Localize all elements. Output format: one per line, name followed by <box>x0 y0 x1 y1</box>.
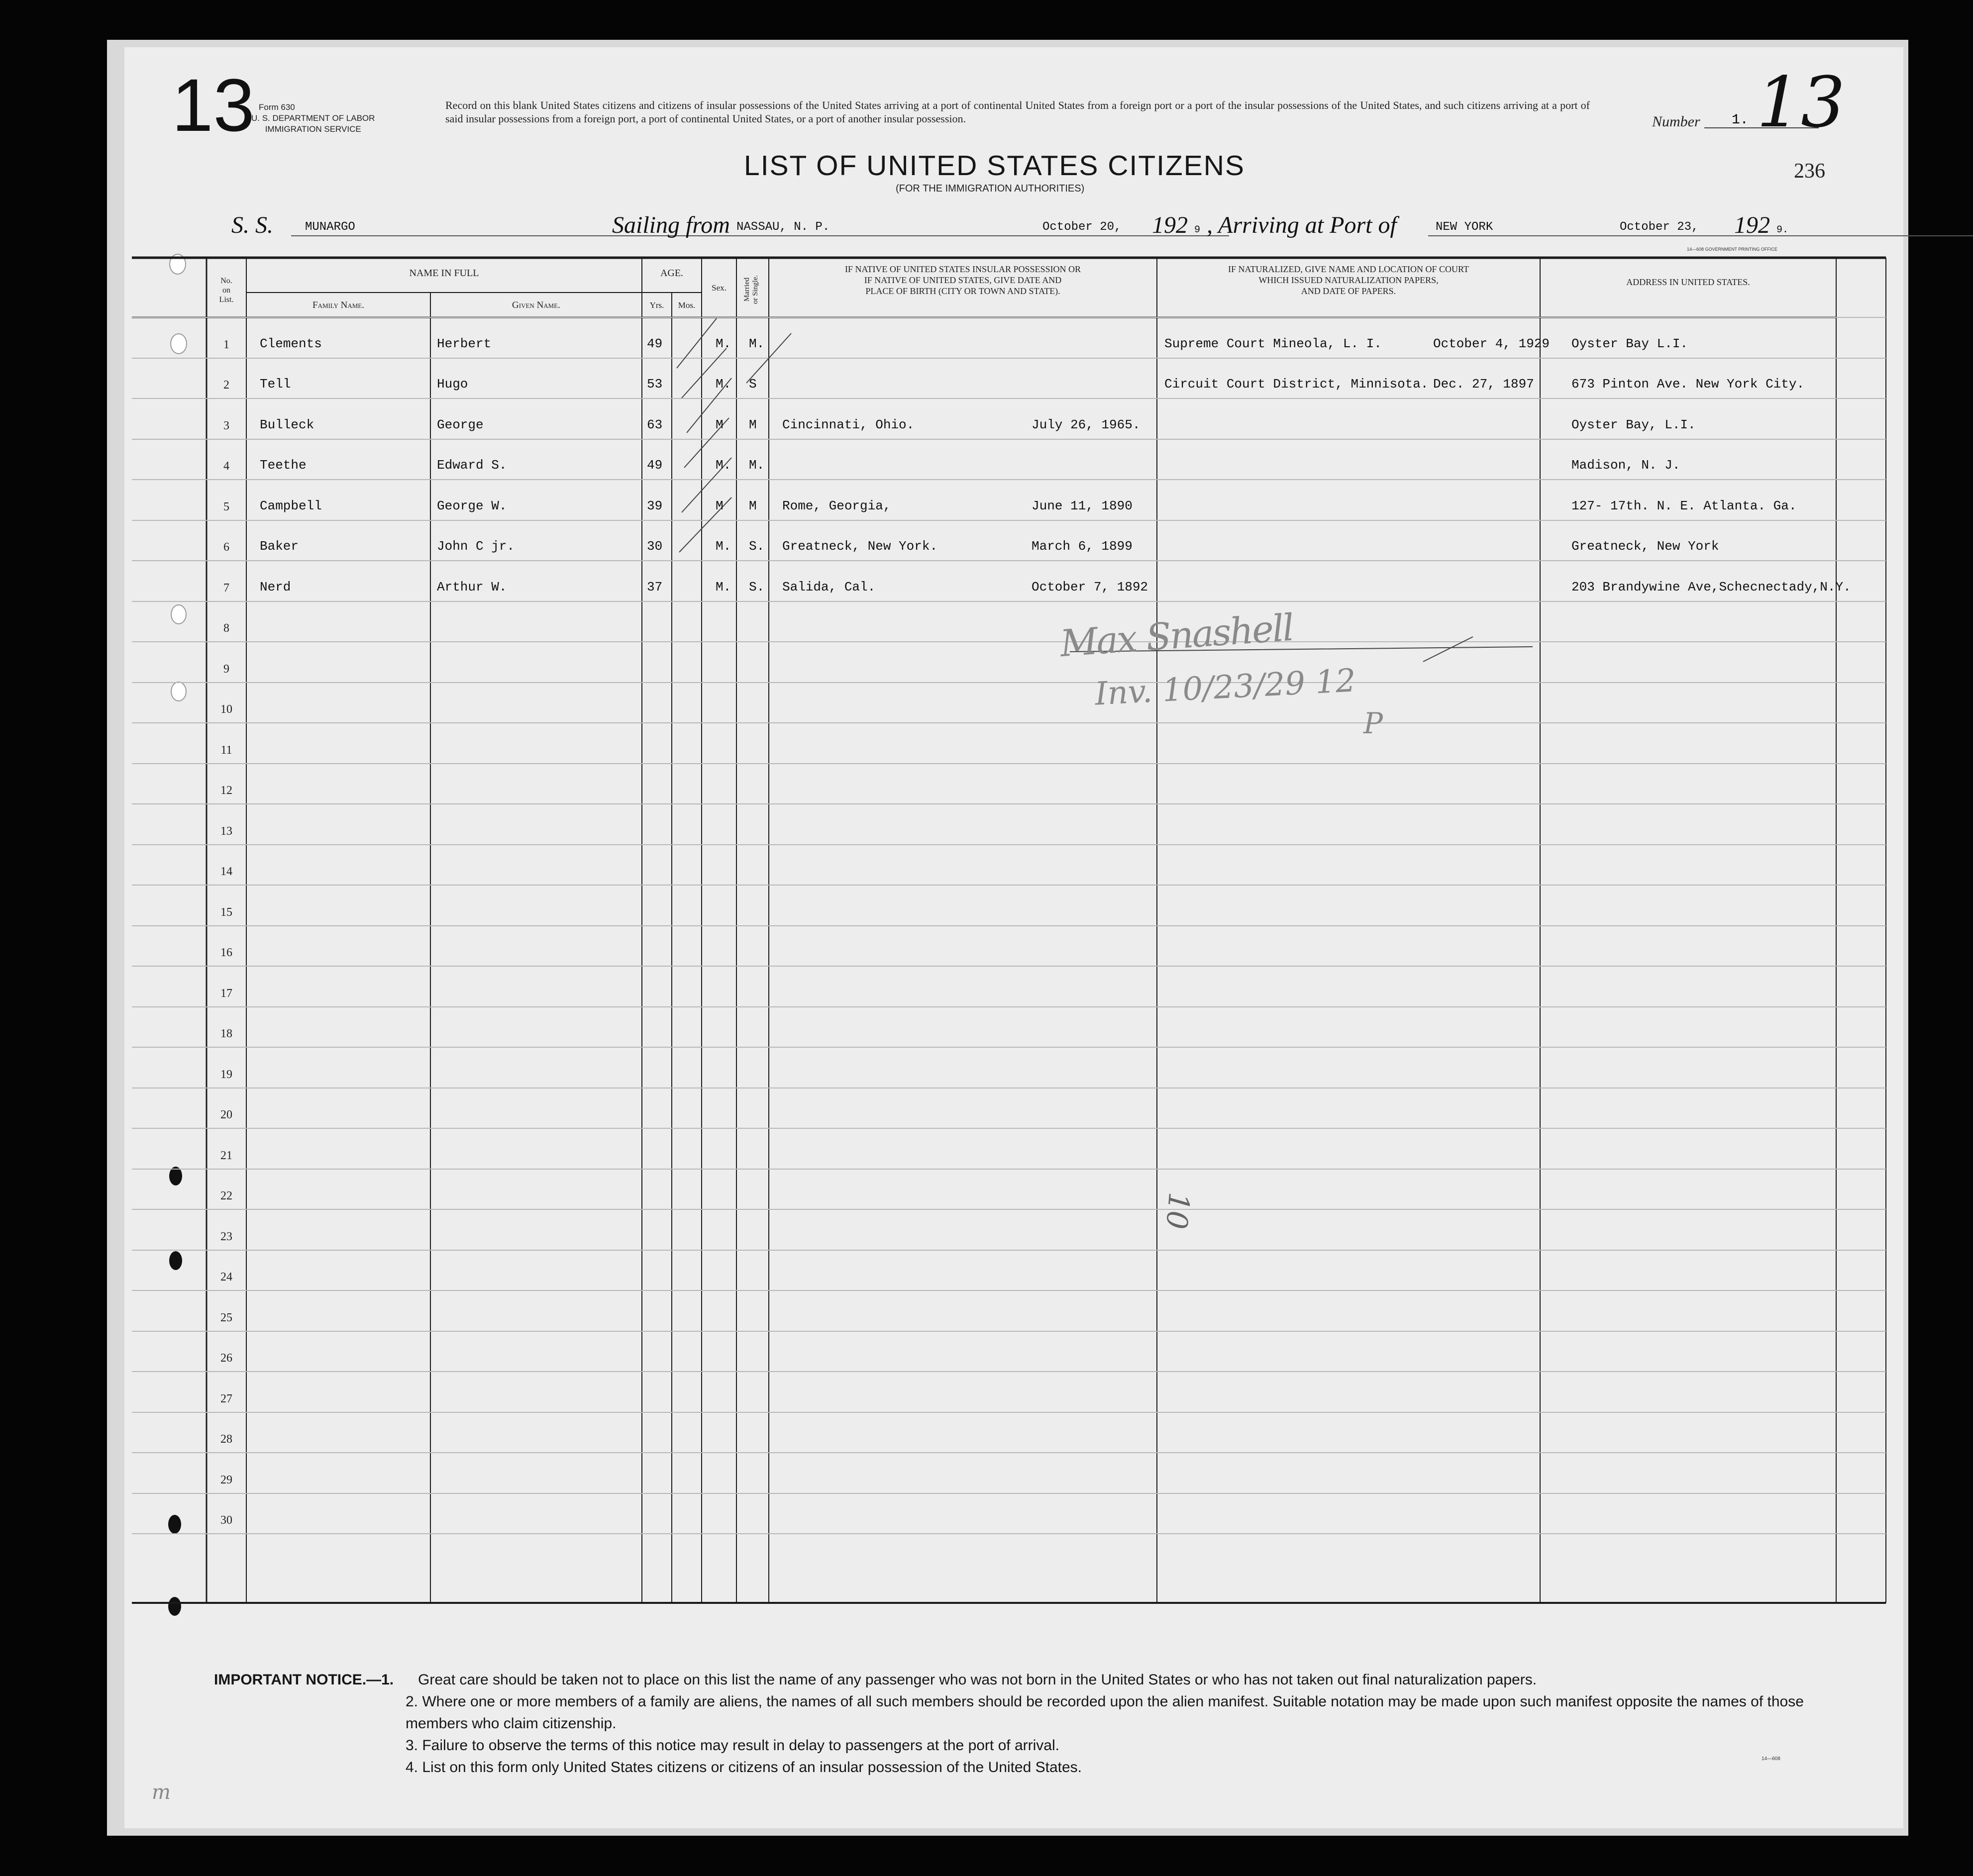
row-number: 7 <box>223 582 229 594</box>
col-header-no-line: No. <box>220 277 232 285</box>
cell-ms: S. <box>749 539 765 554</box>
notice-item-3: 3. Failure to observe the terms of this notice may result in delay to passengers at the port of arrival. <box>406 1737 1059 1754</box>
cell-yrs: 37 <box>647 580 663 594</box>
check-marks <box>677 318 1533 662</box>
ss-label: S. S. <box>231 212 273 238</box>
row-number: 18 <box>220 1027 232 1040</box>
cell-court-date: October 4, 1929 <box>1433 336 1550 351</box>
col-header-birth-line: IF NATIVE OF UNITED STATES INSULAR POSSESSION OR <box>844 264 1081 274</box>
page-subtitle: (FOR THE IMMIGRATION AUTHORITIES) <box>896 183 1085 194</box>
cell-family: Teethe <box>260 458 307 473</box>
cell-birth-date: October 7, 1892 <box>1032 580 1148 594</box>
signature-note: Inv. 10/23/29 12 <box>1094 662 1357 713</box>
cell-ms: S <box>749 377 757 392</box>
row-number: 9 <box>223 663 229 676</box>
col-header-married-line: Married <box>743 277 751 302</box>
row-number: 23 <box>220 1230 232 1243</box>
notice-item-4: 4. List on this form only United States citizens or citizens of an insular possession of the United States. <box>406 1759 1082 1776</box>
page-title: LIST OF UNITED STATES CITIZENS <box>744 150 1245 182</box>
col-header-no <box>207 276 246 304</box>
row-number: 15 <box>220 906 232 919</box>
department-name: U. S. DEPARTMENT OF LABOR <box>251 113 375 123</box>
col-header-naturalized-line: WHICH ISSUED NATURALIZATION PAPERS, <box>1258 275 1439 285</box>
port-to: NEW YORK <box>1436 220 1493 234</box>
cell-family: Tell <box>260 377 291 392</box>
cell-yrs: 49 <box>647 336 663 351</box>
row-number: 27 <box>220 1392 232 1405</box>
cell-birth-place: Greatneck, New York. <box>782 539 938 554</box>
col-header-naturalized <box>1157 264 1540 296</box>
row-number: 21 <box>220 1149 232 1162</box>
service-name: IMMIGRATION SERVICE <box>265 124 361 134</box>
cell-sex: M. <box>716 377 731 392</box>
cell-given: Arthur W. <box>437 580 507 594</box>
col-header-yrs: Yrs. <box>649 300 664 310</box>
cell-family: Campbell <box>260 498 322 513</box>
form-code: 14—608 <box>1762 1756 1780 1762</box>
margin-mark: m <box>152 1781 171 1804</box>
col-header-sex: Sex. <box>712 283 727 293</box>
number-typed: 1. <box>1732 112 1749 128</box>
arriving-label: , Arriving at Port of <box>1207 212 1397 238</box>
row-number: 30 <box>220 1514 232 1527</box>
col-header-married <box>743 255 760 324</box>
cell-given: Edward S. <box>437 458 507 473</box>
row-number: 22 <box>220 1189 232 1202</box>
row-number: 11 <box>220 744 232 757</box>
cell-family: Nerd <box>260 580 291 594</box>
form-number: Form 630 <box>259 102 295 112</box>
row-number: 28 <box>220 1433 232 1446</box>
cell-address: 673 Pinton Ave. New York City. <box>1571 377 1805 392</box>
cell-family: Clements <box>260 336 322 351</box>
cell-yrs: 53 <box>647 377 663 392</box>
row-number: 20 <box>220 1108 232 1121</box>
cell-given: Hugo <box>437 377 468 392</box>
arrive-date: October 23, <box>1620 220 1699 234</box>
cell-ms: M <box>749 417 757 432</box>
cell-given: Herbert <box>437 336 492 351</box>
cell-yrs: 63 <box>647 417 663 432</box>
row-number: 24 <box>220 1271 232 1284</box>
cell-yrs: 49 <box>647 458 663 473</box>
inspector-signature: Max Snashell <box>1058 606 1294 666</box>
cell-birth-date: July 26, 1965. <box>1032 417 1141 432</box>
cell-court-date: Dec. 27, 1897 <box>1433 377 1534 392</box>
signature-flourish: P <box>1363 706 1383 740</box>
cell-family: Bulleck <box>260 417 314 432</box>
page-number: 236 <box>1794 160 1825 183</box>
row-number: 8 <box>223 622 229 635</box>
row-number: 4 <box>223 460 229 473</box>
row-number: 26 <box>220 1352 232 1365</box>
form-instruction: Record on this blank United States citizens and citizens of insular possessions of the United States arriving at a port of continental United States from a foreign port or a port of the insular possessions of the United States, and such citizens arriving at a port of said insular possessions from a foreign port, a port of continental United States, or a port of another insular possession. <box>445 99 1590 125</box>
cell-ms: M <box>749 498 757 513</box>
cell-ms: M. <box>749 336 765 351</box>
col-header-no-line: List. <box>219 296 234 304</box>
col-header-naturalized-line: AND DATE OF PAPERS. <box>1301 286 1396 296</box>
arrive-year-suffix: 9. <box>1776 224 1789 236</box>
cell-family: Baker <box>260 539 299 554</box>
sailing-label: Sailing from <box>612 212 730 238</box>
row-number: 1 <box>223 338 229 351</box>
cell-birth-date: June 11, 1890 <box>1032 498 1133 513</box>
cell-sex: M. <box>716 580 731 594</box>
cell-sex: M. <box>716 539 731 554</box>
row-number: 5 <box>223 500 229 513</box>
col-header-no-line: on <box>222 286 230 295</box>
col-header-birth-line: PLACE OF BIRTH (CITY OR TOWN AND STATE). <box>865 286 1060 296</box>
col-header-mos: Mos. <box>678 300 696 310</box>
col-header-address: ADDRESS IN UNITED STATES. <box>1626 277 1750 287</box>
cell-sex: M. <box>716 458 731 473</box>
cell-sex: M. <box>716 336 731 351</box>
corner-number: 13 <box>172 63 255 147</box>
cell-birth-place: Rome, Georgia, <box>782 498 891 513</box>
cell-court: Supreme Court Mineola, L. I. <box>1164 336 1382 351</box>
cell-sex: M <box>716 498 724 513</box>
cell-address: Oyster Bay L.I. <box>1571 336 1688 351</box>
row-number: 6 <box>223 541 229 554</box>
sail-date: October 20, <box>1042 220 1122 234</box>
cell-yrs: 39 <box>647 498 663 513</box>
col-header-age: AGE. <box>660 268 684 279</box>
cell-given: John C jr. <box>437 539 515 554</box>
cell-birth-place: Salida, Cal. <box>782 580 876 594</box>
cell-yrs: 30 <box>647 539 663 554</box>
cell-birth-place: Cincinnati, Ohio. <box>782 417 915 432</box>
col-header-family: Family Name. <box>312 300 364 310</box>
col-header-naturalized-line: IF NATURALIZED, GIVE NAME AND LOCATION OF COURT <box>1228 264 1469 274</box>
row-number: 17 <box>220 987 232 1000</box>
cell-ms: S. <box>749 580 765 594</box>
sail-year-suffix: 9 <box>1194 224 1201 236</box>
col-header-name: NAME IN FULL <box>409 268 479 279</box>
row-number: 16 <box>220 946 232 959</box>
cell-sex: M <box>716 417 724 432</box>
number-handwritten: 13 <box>1757 62 1846 143</box>
row-number: 13 <box>220 825 232 838</box>
notice-lead: IMPORTANT NOTICE.—1. <box>214 1672 394 1688</box>
row-number: 19 <box>220 1068 232 1081</box>
row-number: 3 <box>223 419 229 432</box>
cell-court: Circuit Court District, Minnisota. <box>1164 377 1429 392</box>
col-header-birth-line: IF NATIVE OF UNITED STATES, GIVE DATE AND <box>864 275 1062 285</box>
ship-name: MUNARGO <box>305 220 355 234</box>
cell-birth-date: March 6, 1899 <box>1032 539 1133 554</box>
col-header-birth <box>769 264 1157 296</box>
handwritten-stamp: 10 <box>1159 1191 1196 1231</box>
cell-given: George <box>437 417 484 432</box>
row-number: 10 <box>220 703 232 716</box>
col-header-given: Given Name. <box>512 300 560 310</box>
cell-address: Greatneck, New York <box>1571 539 1719 554</box>
row-number: 2 <box>223 379 229 392</box>
row-number: 12 <box>220 784 232 797</box>
cell-address: Oyster Bay, L.I. <box>1571 417 1696 432</box>
row-number: 25 <box>220 1311 232 1324</box>
cell-address: 203 Brandywine Ave,Schecnectady,N.Y. <box>1571 580 1851 594</box>
cell-ms: M. <box>749 458 765 473</box>
printer-note: 14—608 GOVERNMENT PRINTING OFFICE <box>1687 247 1777 252</box>
cell-given: George W. <box>437 498 507 513</box>
col-header-married-line: or Single. <box>751 275 759 304</box>
cell-address: 127- 17th. N. E. Atlanta. Ga. <box>1571 498 1797 513</box>
arrive-year-prefix: 192 <box>1734 212 1770 238</box>
notice-item-1: Great care should be taken not to place on this list the name of any passenger who was not born in the United States or who has not taken out final naturalization papers. <box>418 1672 1537 1688</box>
notice-item-2: 2. Where one or more members of a family are aliens, the names of all such members should be recorded upon the alien manifest. Suitable notation may be made upon such manifest opposite the names of those members who claim citizenship. <box>406 1693 1804 1732</box>
row-number: 14 <box>220 865 232 878</box>
number-label: Number <box>1652 113 1700 130</box>
row-number: 29 <box>220 1474 232 1486</box>
port-from: NASSAU, N. P. <box>736 220 830 234</box>
cell-address: Madison, N. J. <box>1571 458 1680 473</box>
sail-year-prefix: 192 <box>1152 212 1188 238</box>
